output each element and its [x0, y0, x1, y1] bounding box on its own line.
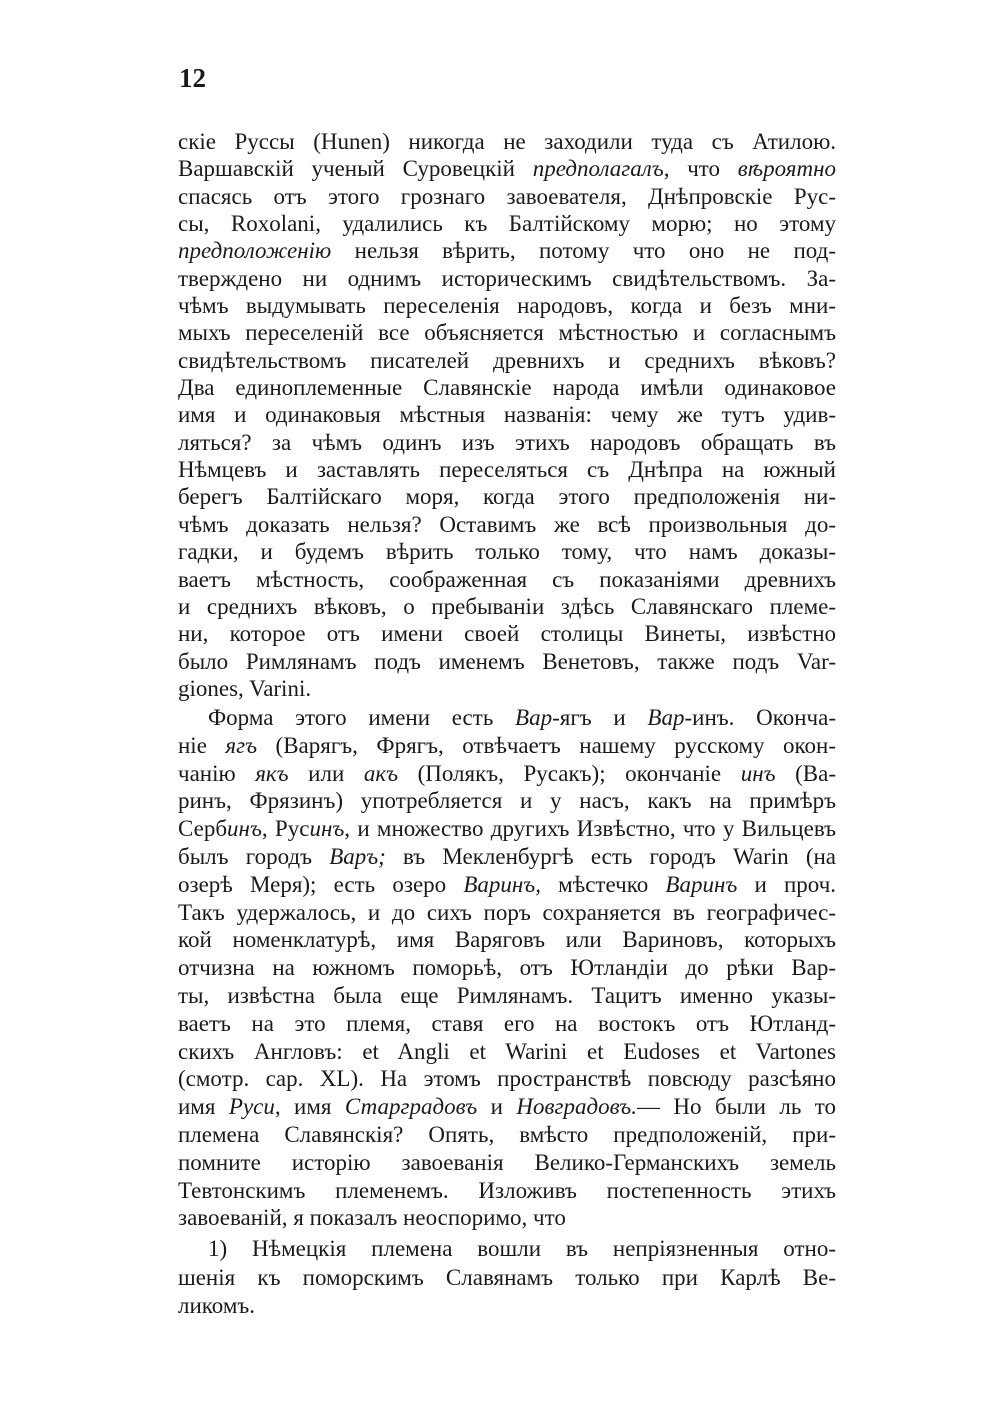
text-run: (Варягъ, Фрягъ, отвѣчаетъ нашему русскому окон-: [257, 732, 836, 758]
text-line: [178, 704, 836, 732]
text-run: ликомъ.: [178, 1293, 256, 1318]
text-run: или: [288, 760, 364, 786]
text-line: [178, 899, 836, 927]
italic-text-run: ягъ: [225, 732, 258, 758]
text-line: [178, 401, 836, 428]
text-run: имя: [178, 1094, 229, 1120]
text-line: [178, 648, 836, 675]
text-run: чѣмъ выдумывать переселенія народовъ, когда и безъ мни-: [178, 293, 836, 319]
text-line: [178, 1121, 836, 1149]
text-line: [178, 815, 836, 843]
text-line: [178, 183, 836, 210]
text-run: кой номенклатурѣ, имя Варяговъ или Вариновъ, которыхъ: [178, 927, 836, 953]
text-run: нельзя вѣрить, потому что оно не под-: [331, 238, 836, 264]
text-line: [178, 292, 836, 319]
text-run: ни, которое отъ имени своей столицы Винеты, извѣстно: [178, 621, 836, 647]
text-line: [178, 760, 836, 788]
text-run: чанію: [178, 760, 256, 786]
text-run: помните исторію завоеванія Велико-Германскихъ земель: [178, 1149, 836, 1175]
text-line: [178, 620, 836, 647]
text-run: и: [477, 1094, 517, 1120]
paragraph-2: [178, 704, 836, 1232]
text-line: [178, 1093, 836, 1121]
text-run: , что: [663, 156, 738, 182]
paragraph-1: [178, 128, 836, 702]
text-run: ніе: [178, 732, 226, 758]
text-line: [178, 319, 836, 346]
text-run: — Но были ль то: [636, 1094, 836, 1120]
text-run: Нѣмцевъ и заставлять переселяться съ Днѣпра на южный: [178, 457, 836, 483]
text-line: [178, 210, 836, 237]
italic-text-run: акъ: [363, 760, 399, 786]
text-line: [178, 374, 836, 401]
text-line: [178, 1264, 836, 1293]
text-line: [178, 926, 836, 954]
page-number: 12: [179, 63, 206, 93]
text-run: племена Славянскія? Опять, вмѣсто предположеній, при-: [178, 1121, 836, 1147]
italic-text-run: Руси: [228, 1094, 275, 1120]
text-run: Форма этого имени есть: [208, 705, 516, 730]
italic-text-run: Вар: [515, 705, 553, 730]
text-run: былъ городъ: [178, 843, 330, 869]
italic-text-run: вѣроятно: [737, 156, 836, 182]
text-run: (Ва-: [775, 760, 836, 786]
paragraph-3: [178, 1235, 836, 1321]
text-line: [178, 429, 836, 456]
text-line: [178, 843, 836, 871]
text-run: , Рус: [261, 816, 310, 842]
text-run: и проч.: [737, 871, 837, 897]
text-run: ваетъ на это племя, ставя его на востокъ отъ Ютланд-: [178, 1010, 836, 1036]
text-run: ваетъ мѣстность, соображенная съ показаніями древнихъ: [178, 566, 836, 592]
text-run: озерѣ Меря); есть озеро: [178, 871, 464, 897]
text-line: [178, 1204, 836, 1232]
text-line: [178, 456, 836, 483]
text-run: было Римлянамъ подъ именемъ Венетовъ, также подъ Var-: [178, 648, 836, 674]
text-line: [178, 982, 836, 1010]
text-run: Два единоплеменные Славянскіе народа имѣли одинаковое: [178, 375, 836, 401]
text-run: въ Мекленбургѣ есть городъ Warin (на: [385, 843, 836, 869]
text-run: завоеваній, я показалъ неоспоримо, что: [178, 1205, 566, 1231]
text-run: , имя: [274, 1094, 345, 1120]
italic-text-run: инъ: [309, 816, 345, 842]
text-run: ляться? за чѣмъ одинъ изъ этихъ народовъ обращать въ: [178, 429, 836, 455]
italic-text-run: Новградовъ.: [516, 1094, 637, 1120]
text-line: [178, 675, 836, 702]
italic-text-run: Варинъ,: [463, 871, 541, 897]
text-run: мѣстечко: [541, 871, 666, 897]
italic-text-run: предполагалъ: [532, 156, 664, 182]
text-line: [178, 347, 836, 374]
italic-text-run: инъ: [740, 760, 776, 786]
text-run: (смотр. cap. XL). На этомъ пространствѣ повсюду разсѣяно: [178, 1066, 836, 1092]
text-run: (Полякъ, Русакъ); окончаніе: [398, 760, 741, 786]
text-run: скихъ Англовъ: et Angli et Warini et Eudoses et Vartones: [178, 1038, 836, 1064]
text-line: [178, 954, 836, 982]
text-run: имя и одинаковыя мѣстныя названія: чему же тутъ удив-: [178, 402, 836, 428]
text-run: и среднихъ вѣковъ, о пребываніи здѣсь Славянскаго племе-: [178, 593, 836, 619]
text-line: [178, 128, 836, 155]
text-line: [178, 155, 836, 182]
text-line: [178, 1235, 836, 1264]
text-run: -инъ. Оконча-: [684, 705, 836, 730]
text-run: Такъ удержалось, и до сихъ поръ сохраняется въ географичес-: [178, 899, 836, 925]
text-line: [178, 511, 836, 538]
text-run: скіе Руссы (Hunen) никогда не заходили туда съ Атилою.: [178, 129, 836, 154]
text-run: спасясь отъ этого грознаго завоевателя, Днѣпровскіе Рус-: [178, 183, 836, 209]
text-run: ринъ, Фрязинъ) употребляется и у насъ, какъ на примѣръ: [178, 788, 836, 814]
text-line: [178, 265, 836, 292]
italic-text-run: предположенію: [178, 238, 332, 264]
text-run: мыхъ переселеній все объясняется мѣстностью и согласнымъ: [178, 320, 836, 346]
text-run: giones, Varini.: [178, 675, 312, 701]
text-line: [178, 1038, 836, 1066]
text-line: [178, 1292, 836, 1321]
text-line: [178, 787, 836, 815]
italic-text-run: Варинъ: [665, 871, 738, 897]
text-run: гадки, и будемъ вѣрить только тому, что намъ доказы-: [178, 539, 836, 565]
text-run: свидѣтельствомъ писателей древнихъ и среднихъ вѣковъ?: [178, 347, 836, 373]
text-line: [178, 732, 836, 760]
italic-text-run: Варъ;: [329, 843, 386, 869]
text-line: [178, 1177, 836, 1205]
text-run: 1) Нѣмецкія племена вошли въ непріязненныя отно-: [208, 1236, 836, 1261]
text-run: , и множество другихъ Извѣстно, что у Вильцевъ: [344, 816, 836, 842]
text-line: [178, 237, 836, 264]
text-line: [178, 1010, 836, 1038]
text-run: Варшавскій ученый Суровецкій: [178, 156, 533, 182]
text-line: [178, 538, 836, 565]
text-run: -ягъ и: [552, 705, 648, 730]
italic-text-run: якъ: [255, 760, 289, 786]
text-line: [178, 483, 836, 510]
italic-text-run: инъ: [227, 816, 262, 842]
italic-text-run: Вар: [647, 705, 685, 730]
text-run: тверждено ни однимъ историческимъ свидѣтельствомъ. За-: [178, 265, 836, 291]
text-run: Тевтонскимъ племенемъ. Изложивъ постепенность этихъ: [178, 1177, 836, 1203]
italic-text-run: Старградовъ: [344, 1094, 478, 1120]
text-run: шенія къ поморскимъ Славянамъ только при Карлѣ Ве-: [178, 1264, 836, 1290]
text-line: [178, 1065, 836, 1093]
text-line: [178, 566, 836, 593]
text-line: [178, 593, 836, 620]
text-run: сы, Roxolani, удалились къ Балтійскому морю; но этому: [178, 211, 836, 237]
text-line: [178, 871, 836, 899]
text-run: отчизна на южномъ поморьѣ, отъ Ютландіи до рѣки Вар-: [178, 955, 836, 981]
text-line: [178, 1149, 836, 1177]
text-run: Серб: [178, 816, 228, 842]
text-run: чѣмъ доказать нельзя? Оставимъ же всѣ произвольныя до-: [178, 511, 836, 537]
text-run: ты, извѣстна была еще Римлянамъ. Тацитъ именно указы-: [178, 982, 836, 1008]
text-run: берегъ Балтійскаго моря, когда этого предположенія ни-: [178, 484, 836, 510]
